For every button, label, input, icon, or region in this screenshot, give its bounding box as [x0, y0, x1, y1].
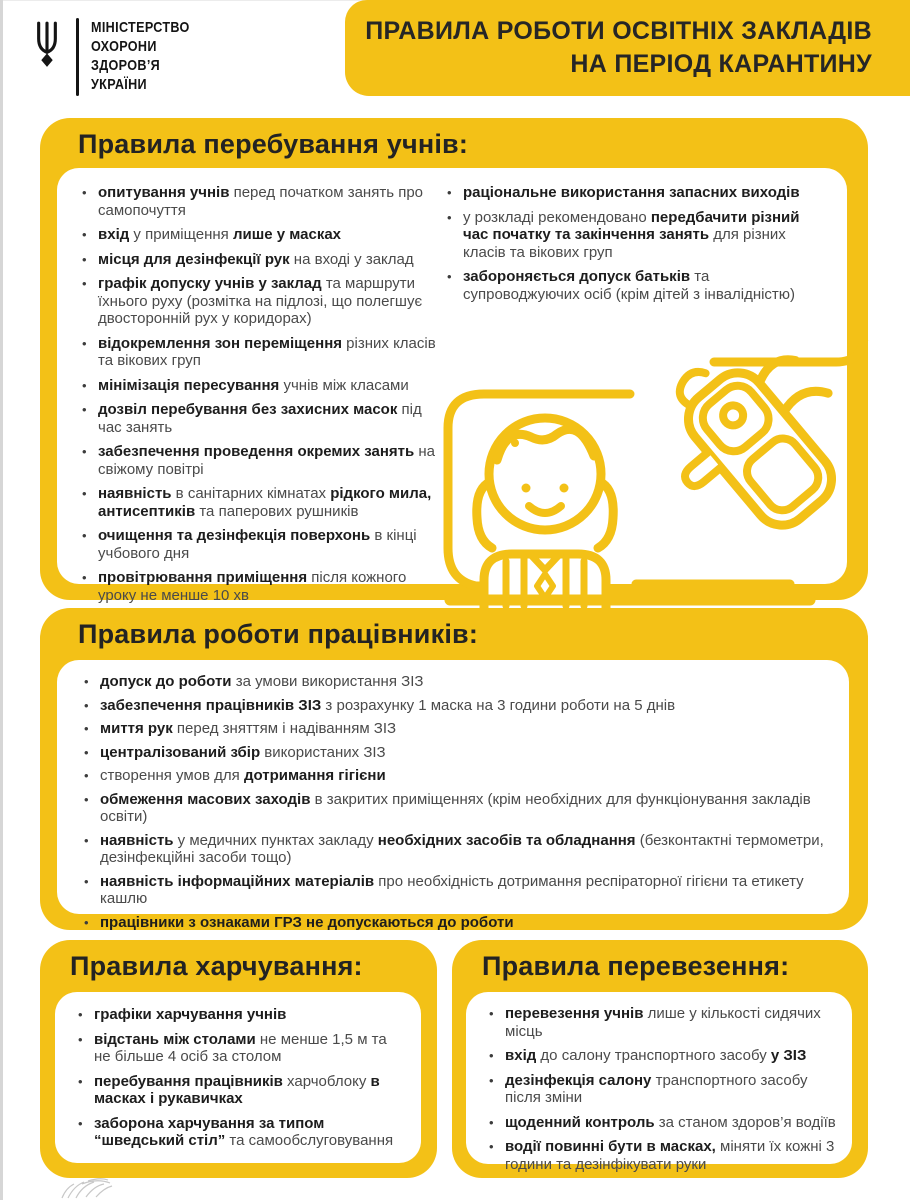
rule-item: • вхід у приміщення лише у масках	[79, 226, 444, 244]
section-students-title: Правила перебування учнів:	[78, 129, 469, 159]
rule-item: • забезпечення проведення окремих занять на свіжому повітрі	[79, 443, 444, 478]
section-staff-rules	[40, 608, 868, 930]
rule-item: • допуск до роботи за умови використання ЗІЗ	[81, 673, 825, 691]
rule-item: • обмеження масових заходів в закритих приміщеннях (крім необхідних для функціонування закладів освіти)	[81, 791, 825, 826]
rule-item: • централізований збір використаних ЗІЗ	[81, 744, 825, 762]
students-rules-right-column	[444, 184, 825, 611]
ministry-name	[91, 18, 190, 94]
rule-item: • дезінфекція салону транспортного засобу після зміни	[486, 1072, 840, 1107]
rule-item: • забезпечення працівників ЗІЗ з розрахунку 1 маска на 3 години роботи на 5 днів	[81, 697, 825, 715]
ukraine-trident-icon	[30, 20, 64, 70]
rule-item: • графіки харчування учнів	[75, 1006, 407, 1024]
rule-item: • мінімізація пересування учнів між класами	[79, 377, 444, 395]
rule-item: • дозвіл перебування без захисних масок під час занять	[79, 401, 444, 436]
rule-item: • перебування працівників харчоблоку в масках і рукавичках	[75, 1073, 407, 1108]
section-transport-title: Правила перевезення:	[482, 951, 790, 981]
ministry-line: МІНІСТЕРСТВО	[91, 19, 190, 36]
ministry-logo	[30, 18, 208, 96]
rule-item: • наявність в санітарних кімнатах рідкого мила, антисептиків та паперових рушників	[79, 485, 444, 520]
section-transport-rules	[452, 940, 868, 1178]
page-title-banner	[345, 0, 910, 96]
rule-item: • наявність у медичних пунктах закладу необхідних засобів та обладнання (безконтактні термометри, дезінфекційні засоби тощо)	[81, 832, 825, 867]
rule-item: • наявність інформаційних матеріалів про необхідність дотримання респіраторної гігієни та етикету кашлю	[81, 873, 825, 908]
section-staff-panel	[57, 660, 849, 931]
rule-item: • раціональне використання запасних виходів	[444, 184, 825, 202]
food-rules-list	[75, 1006, 407, 1150]
section-students-rules	[40, 118, 868, 604]
section-food-rules	[40, 940, 437, 1178]
rule-item: • забороняється допуск батьків та супроводжуючих осіб (крім дітей з інвалідністю)	[444, 268, 825, 303]
rule-item: • створення умов для дотримання гігієни	[81, 767, 825, 785]
rule-item: • відстань між столами не менше 1,5 м та не більше 4 осіб за столом	[75, 1031, 407, 1066]
rule-item: • провітрювання приміщення після кожного уроку не менше 10 хв	[79, 569, 444, 604]
transport-rules-list	[486, 1005, 840, 1173]
rule-item: • у розкладі рекомендовано передбачити різний час початку та закінчення занять для різних класів та вікових груп	[444, 209, 825, 262]
section-food-panel	[55, 992, 421, 1163]
rule-item: • працівники з ознаками ГРЗ не допускаються до роботи	[81, 914, 825, 932]
students-rules-left-column	[79, 184, 444, 611]
rule-item: • опитування учнів перед початком занять про самопочуття	[79, 184, 444, 219]
rule-item: • водії повинні бути в масках, міняти їх кожні 3 години та дезінфікувати руки	[486, 1138, 840, 1173]
rule-item: • щоденний контроль за станом здоров’я водіїв	[486, 1114, 840, 1132]
rule-item: • відокремлення зон переміщення різних класів та вікових груп	[79, 335, 444, 370]
ministry-line: ЗДОРОВ’Я	[91, 57, 161, 74]
logo-divider	[76, 18, 79, 96]
ministry-line: УКРАЇНИ	[91, 76, 147, 93]
rule-item: • перевезення учнів лише у кількості сидячих місць	[486, 1005, 840, 1040]
section-students-panel	[57, 168, 847, 604]
page-title-line: НА ПЕРІОД КАРАНТИНУ	[570, 50, 872, 78]
staff-rules-list	[81, 673, 825, 931]
section-transport-panel	[466, 992, 852, 1173]
rule-item: • вхід до салону транспортного засобу у ЗІЗ	[486, 1047, 840, 1065]
section-staff-title: Правила роботи працівників:	[78, 619, 479, 649]
section-food-title: Правила харчування:	[70, 951, 363, 981]
sketch-watermark	[52, 1176, 162, 1200]
rule-item: • місця для дезінфекції рук на вході у заклад	[79, 251, 444, 269]
rule-item: • очищення та дезінфекція поверхонь в кінці учбового дня	[79, 527, 444, 562]
rule-item: • миття рук перед зняттям і надіванням ЗІЗ	[81, 720, 825, 738]
ministry-line: ОХОРОНИ	[91, 38, 157, 55]
page-title-line: ПРАВИЛА РОБОТИ ОСВІТНІХ ЗАКЛАДІВ	[365, 17, 872, 45]
rule-item: • заборона харчування за типом “шведський стіл” та самообслуговування	[75, 1115, 407, 1150]
rule-item: • графік допуску учнів у заклад та маршрути їхнього руху (розмітка на підлозі, що полегшує двосторонній рух у коридорах)	[79, 275, 444, 328]
